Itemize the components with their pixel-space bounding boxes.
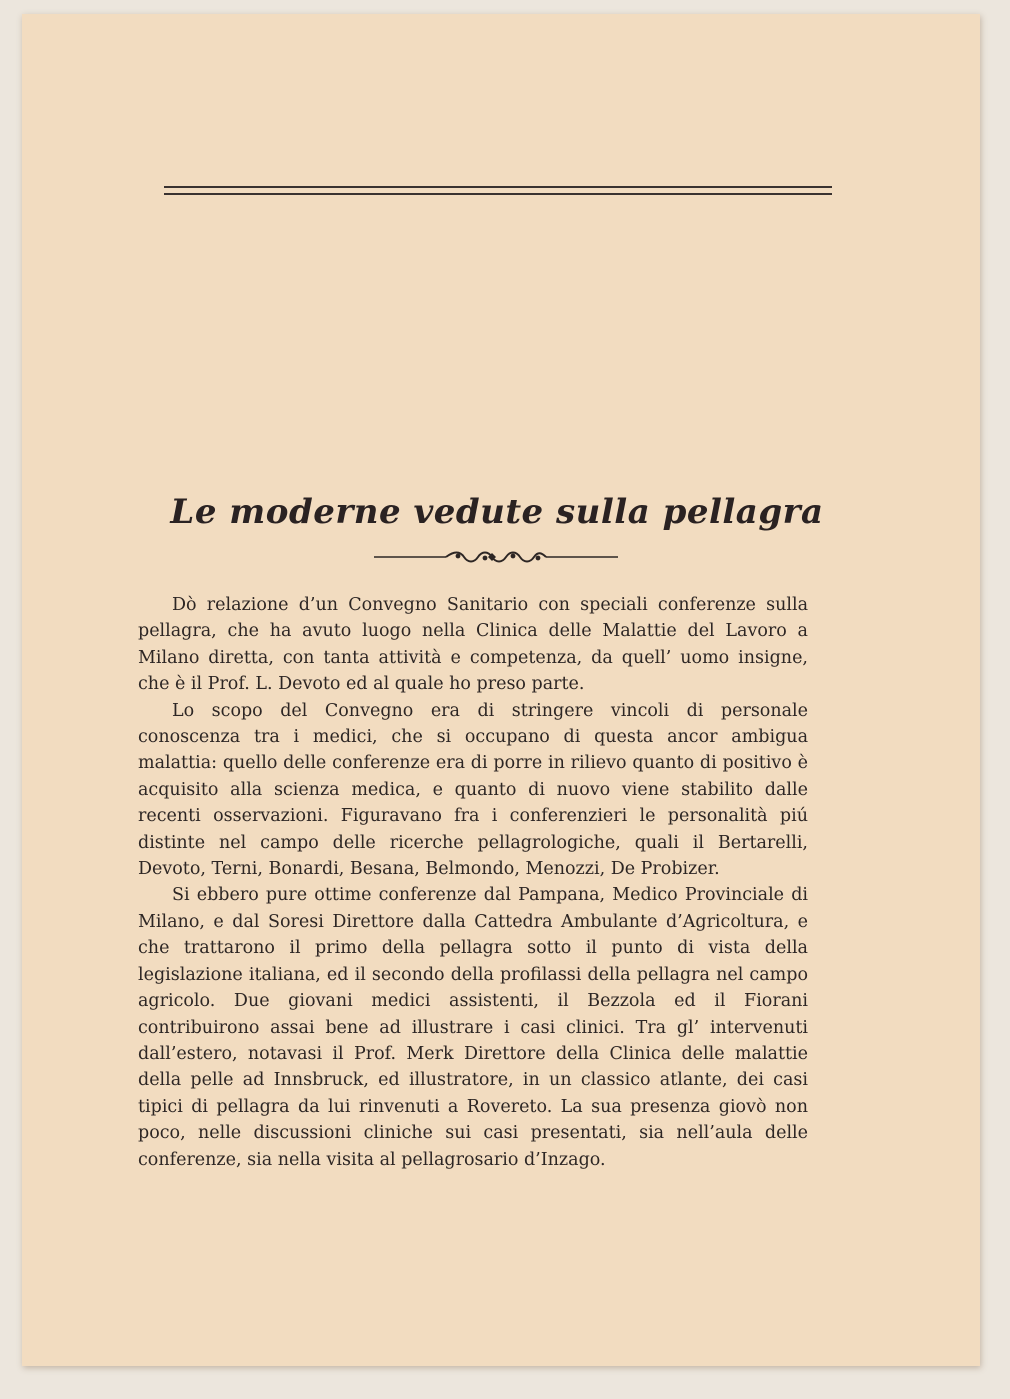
- paragraph-1: Dò relazione d’un Convegno Sanitario con speciali conferenze sulla pellagra, che ha avuto luogo nella Clinica delle Malattie del Lavoro a Milano diretta, con tanta attività e competenza, da quell’ uomo insigne, che è il Prof. L. Devoto ed al quale ho preso parte.: [138, 595, 808, 695]
- header-double-rule: [164, 186, 832, 196]
- article-title: Le moderne vedute sulla pellagra: [170, 492, 824, 532]
- scroll-flourish-icon: [374, 547, 618, 567]
- header-rule-top: [164, 186, 832, 188]
- header-rule-bottom: [164, 193, 832, 195]
- paragraph-3: Si ebbero pure ottime conferenze dal Pampana, Medico Provinciale di Milano, e dal Soresi Direttore dalla Cattedra Ambulante d’Agricoltura, e che trattarono il primo della pellagra sotto il punto di vista della legislazione italiana, ed il secondo della profilassi della pellagra nel campo agricolo. Due giovani medici assistenti, il Bezzola ed il Fiorani contribuirono assai bene ad illustrare i casi clinici. Tra gl’ intervenuti dall’estero, notavasi il Prof. Merk Direttore della Clinica delle malattie della pelle ad Innsbruck, ed illustratore, in un classico atlante, dei casi tipici di pellagra da lui rinvenuti a Rovereto. La sua presenza giovò non poco, nelle discussioni cliniche sui casi presentati, sia nell’aula delle conferenze, sia nella visita al pellagrosario d’Inzago.: [138, 885, 808, 1170]
- paragraph-2: Lo scopo del Convegno era di stringere vincoli di personale conoscenza tra i medici, che si occupano di questa ancor ambigua malattia: quello delle conferenze era di porre in rilievo quanto di positivo è acquisito alla scienza medica, e quanto di nuovo viene stabilito dalle recenti osservazioni. Figuravano fra i conferenzieri le personalità piú distinte nel campo delle ricerche pellagrologiche, quali il Bertarelli, Devoto, Terni, Bonardi, Besana, Belmondo, Menozzi, De Probizer.: [138, 700, 808, 880]
- article-body: [138, 592, 808, 1173]
